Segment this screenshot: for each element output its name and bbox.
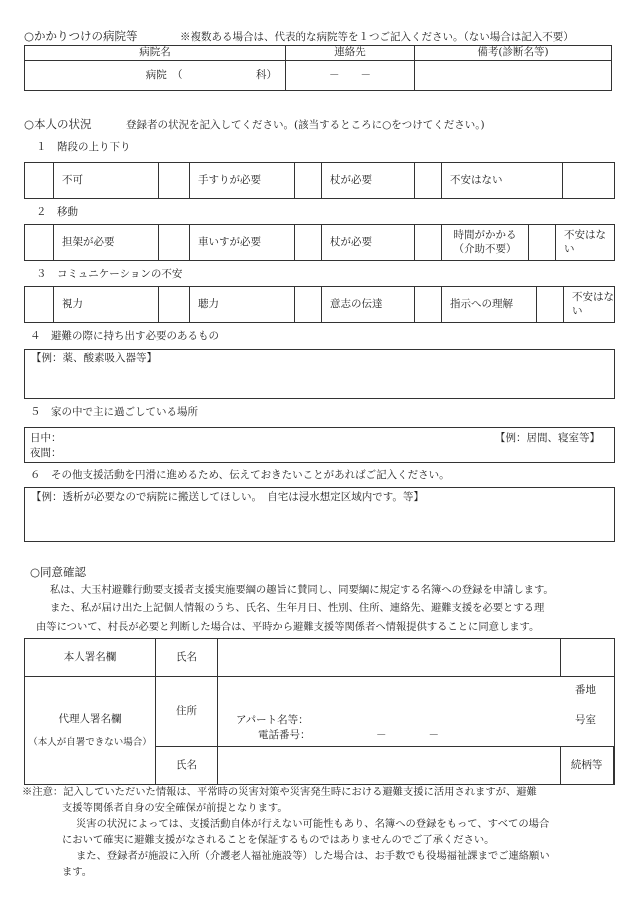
q2-title: ２ 移動: [36, 206, 78, 218]
hospital-name-template: 病院 （ 科）: [145, 68, 277, 81]
q1-option-2: 手すりが必要: [190, 163, 295, 199]
q1-title: １ 階段の上り下り: [36, 141, 131, 153]
footer-note-1: ※注意：記入していただいた情報は、平常時の災害対策や災害発生時における避難支援に活用されますが、避難: [22, 786, 537, 798]
hospital-table: [24, 45, 612, 91]
q4-title: ４ 避難の際に持ち出す必要のあるもの: [30, 330, 219, 342]
proxy-name-field[interactable]: [218, 747, 561, 785]
self-sign-label: 本人署名欄: [25, 639, 156, 677]
q1-check-1[interactable]: [25, 163, 54, 199]
consent-line-2: また、私が届け出た上記個人情報のうち、氏名、生年月日、性別、住所、連絡先、避難支援を必要とする理: [50, 602, 545, 614]
relation-field[interactable]: [613, 747, 614, 785]
q2-check-1[interactable]: [25, 225, 54, 261]
proxy-sign-cell: [25, 677, 156, 785]
proxy-name-label: 氏名: [156, 747, 218, 785]
q3-check-5[interactable]: [537, 287, 564, 323]
q1-check-2[interactable]: [159, 163, 190, 199]
self-name-field[interactable]: [218, 639, 561, 677]
q3-check-2[interactable]: [159, 287, 190, 323]
footer-note-5: また、登録者が施設に入所（介護老人福祉施設等）した場合は、お手数でも役場福祉課までご連絡願い: [76, 850, 550, 862]
q6-example: 【例：透析が必要なので病院に搬送してほしい。 自宅は浸水想定区域内です。等】: [31, 491, 424, 503]
q2-check-5[interactable]: [529, 225, 556, 261]
q3-option-2: 聴力: [190, 287, 295, 323]
self-name-label: 氏名: [156, 639, 218, 677]
q3-check-1[interactable]: [25, 287, 54, 323]
q2-table: [24, 224, 615, 261]
address-label: 住所: [156, 677, 218, 747]
q3-check-4[interactable]: [415, 287, 442, 323]
q3-title: ３ コミュニケーションの不安: [36, 268, 183, 280]
contact-field[interactable]: [286, 61, 415, 91]
contact-dashes: － －: [329, 68, 371, 81]
proxy-sign-label: 代理人署名欄: [58, 712, 122, 725]
banchi-label: 番地: [575, 684, 596, 696]
self-name-extra[interactable]: [560, 639, 614, 677]
q3-check-3[interactable]: [295, 287, 322, 323]
q5-title: ５ 家の中で主に過ごしている場所: [30, 406, 198, 418]
q3-option-5: 不安はない: [564, 287, 615, 323]
q1-option-1: 不可: [54, 163, 159, 199]
footer-note-6: ます。: [62, 866, 93, 878]
q2-option-3: 杖が必要: [322, 225, 415, 261]
footer-note-4: において確実に避難支援がなされることを保証するものではありませんのでご了承ください。: [62, 834, 495, 846]
hospital-name-field[interactable]: [25, 61, 286, 91]
q5-textbox[interactable]: [24, 427, 615, 463]
relation-label: 続柄等: [560, 747, 613, 785]
signature-table: [24, 638, 615, 785]
remarks-field[interactable]: [415, 61, 612, 91]
phone-label: 電話番号：: [258, 729, 311, 741]
q3-option-3: 意志の伝達: [322, 287, 415, 323]
q1-option-3: 杖が必要: [322, 163, 415, 199]
q4-example: 【例：薬、酸素吸入器等】: [31, 352, 157, 364]
q1-table: [24, 162, 615, 199]
footer-note-2: 支援等関係者自身の安全確保が前提となります。: [62, 802, 288, 814]
q2-option-1: 担架が必要: [54, 225, 159, 261]
hospital-note: ※複数ある場合は、代表的な病院等を１つご記入ください。（ない場合は記入不要）: [180, 31, 574, 43]
q6-textbox[interactable]: [24, 487, 615, 542]
q4-textbox[interactable]: [24, 349, 615, 399]
status-instruction: 登録者の状況を記入してください。(該当するところに○をつけてください。): [126, 119, 485, 131]
status-heading: ○本人の状況: [24, 117, 92, 131]
col-remarks: 備考(診断名等): [415, 46, 612, 61]
q6-title: ６ その他支援活動を円滑に進めるため、伝えておきたいことがあればご記入ください。: [30, 469, 450, 481]
goshitsu-label: 号室: [575, 714, 596, 726]
q3-option-1: 視力: [54, 287, 159, 323]
q3-option-4: 指示への理解: [442, 287, 537, 323]
q1-check-3[interactable]: [295, 163, 322, 199]
q2-option-2: 車いすが必要: [190, 225, 295, 261]
col-hospital-name: 病院名: [25, 46, 286, 61]
q2-check-4[interactable]: [415, 225, 442, 261]
phone-dashes: － －: [376, 729, 439, 741]
q2-option-4: 時間がかかる （介助不要）: [442, 225, 529, 261]
col-contact: 連絡先: [286, 46, 415, 61]
address-field[interactable]: [218, 677, 615, 747]
q2-check-3[interactable]: [295, 225, 322, 261]
proxy-note: （本人が自署できない場合）: [28, 737, 152, 749]
hospital-heading: ○かかりつけの病院等: [24, 29, 138, 43]
q2-check-2[interactable]: [159, 225, 190, 261]
q5-day-label: 日中：: [30, 432, 62, 444]
consent-heading: ○同意確認: [30, 565, 87, 579]
q1-check-4[interactable]: [415, 163, 442, 199]
consent-line-3: 由等について、村長が必要と判断した場合は、平時から避難支援等関係者へ情報提供することに同意します。: [36, 621, 540, 633]
q2-option-5: 不安はない: [556, 225, 615, 261]
q5-night-label: 夜間：: [30, 447, 62, 459]
consent-line-1: 私は、大玉村避難行動要支援者支援実施要綱の趣旨に賛同し、同要綱に規定する名簿への登録を申請します。: [50, 584, 554, 596]
q1-empty: [563, 163, 615, 199]
q5-example: 【例：居間、寝室等】: [495, 432, 600, 444]
apartment-label: アパート名等：: [236, 714, 309, 726]
q3-table: [24, 286, 615, 323]
q1-option-4: 不安はない: [442, 163, 563, 199]
footer-note-3: 災害の状況によっては、支援活動自体が行えない可能性もあり、名簿への登録をもって、すべての場合: [76, 818, 550, 830]
